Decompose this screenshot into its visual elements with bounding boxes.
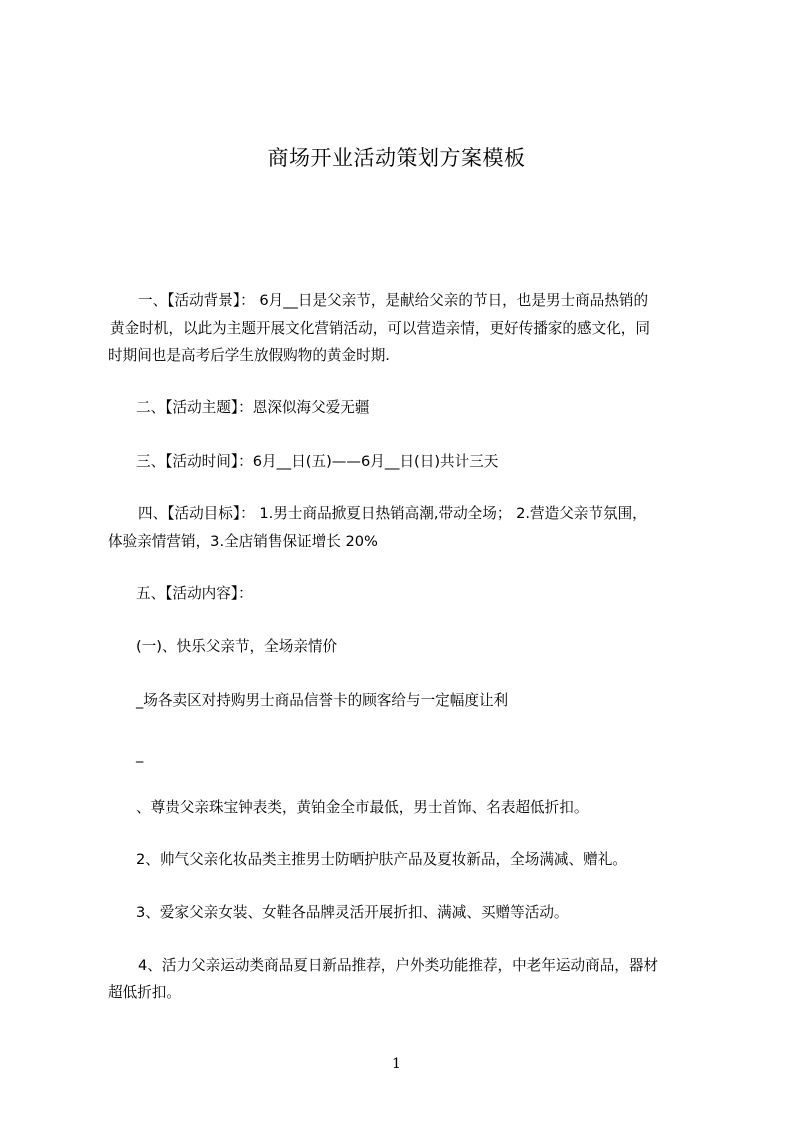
item-line: 2、帅气父亲化妆品类主推男士防晒护肤产品及夏妆新品，全场满减、赠礼。 <box>136 851 627 868</box>
background-line-2: 黄金时机，以此为主题开展文化营销活动，可以营造亲情，更好传播家的感文化，同 <box>110 320 650 337</box>
background-line-1: 一、【活动背景】： 6月__日是父亲节，是献给父亲的节日，也是男士商品热销的 <box>138 292 649 309</box>
time-line: 三、【活动时间】：6月__日(五)——6月__日(日)共计三天 <box>136 453 499 470</box>
item-line: _场各卖区对持购男士商品信誉卡的顾客给与一定幅度让利 <box>136 692 509 709</box>
sub-heading: (一)、快乐父亲节，全场亲情价 <box>136 638 338 655</box>
page-number: 1 <box>392 1056 401 1072</box>
theme-line: 二、【活动主题】：恩深似海父爱无疆 <box>136 399 370 416</box>
goals-line-1: 四、【活动目标】： 1.男士商品掀夏日热销高潮,带动全场； 2.营造父亲节氛围， <box>138 505 647 522</box>
document-title: 商场开业活动策划方案模板 <box>267 146 526 170</box>
goals-line-2: 体验亲情营销，3.全店销售保证增长 20% <box>108 533 378 550</box>
item-line: _ <box>136 746 144 763</box>
item-4-line-2: 超低折扣。 <box>108 984 181 1001</box>
item-line: 3、爱家父亲女装、女鞋各品牌灵活开展折扣、满减、买赠等活动。 <box>136 904 569 921</box>
background-line-3: 时期间也是高考后学生放假购物的黄金时期. <box>108 347 390 364</box>
content-heading: 五、【活动内容】： <box>136 585 253 602</box>
item-4-line-1: 4、活力父亲运动类商品夏日新品推荐，户外类功能推荐，中老年运动商品，器材 <box>138 957 659 974</box>
item-line: 、尊贵父亲珠宝钟表类，黄铂金全市最低，男士首饰、名表超低折扣。 <box>136 799 589 816</box>
